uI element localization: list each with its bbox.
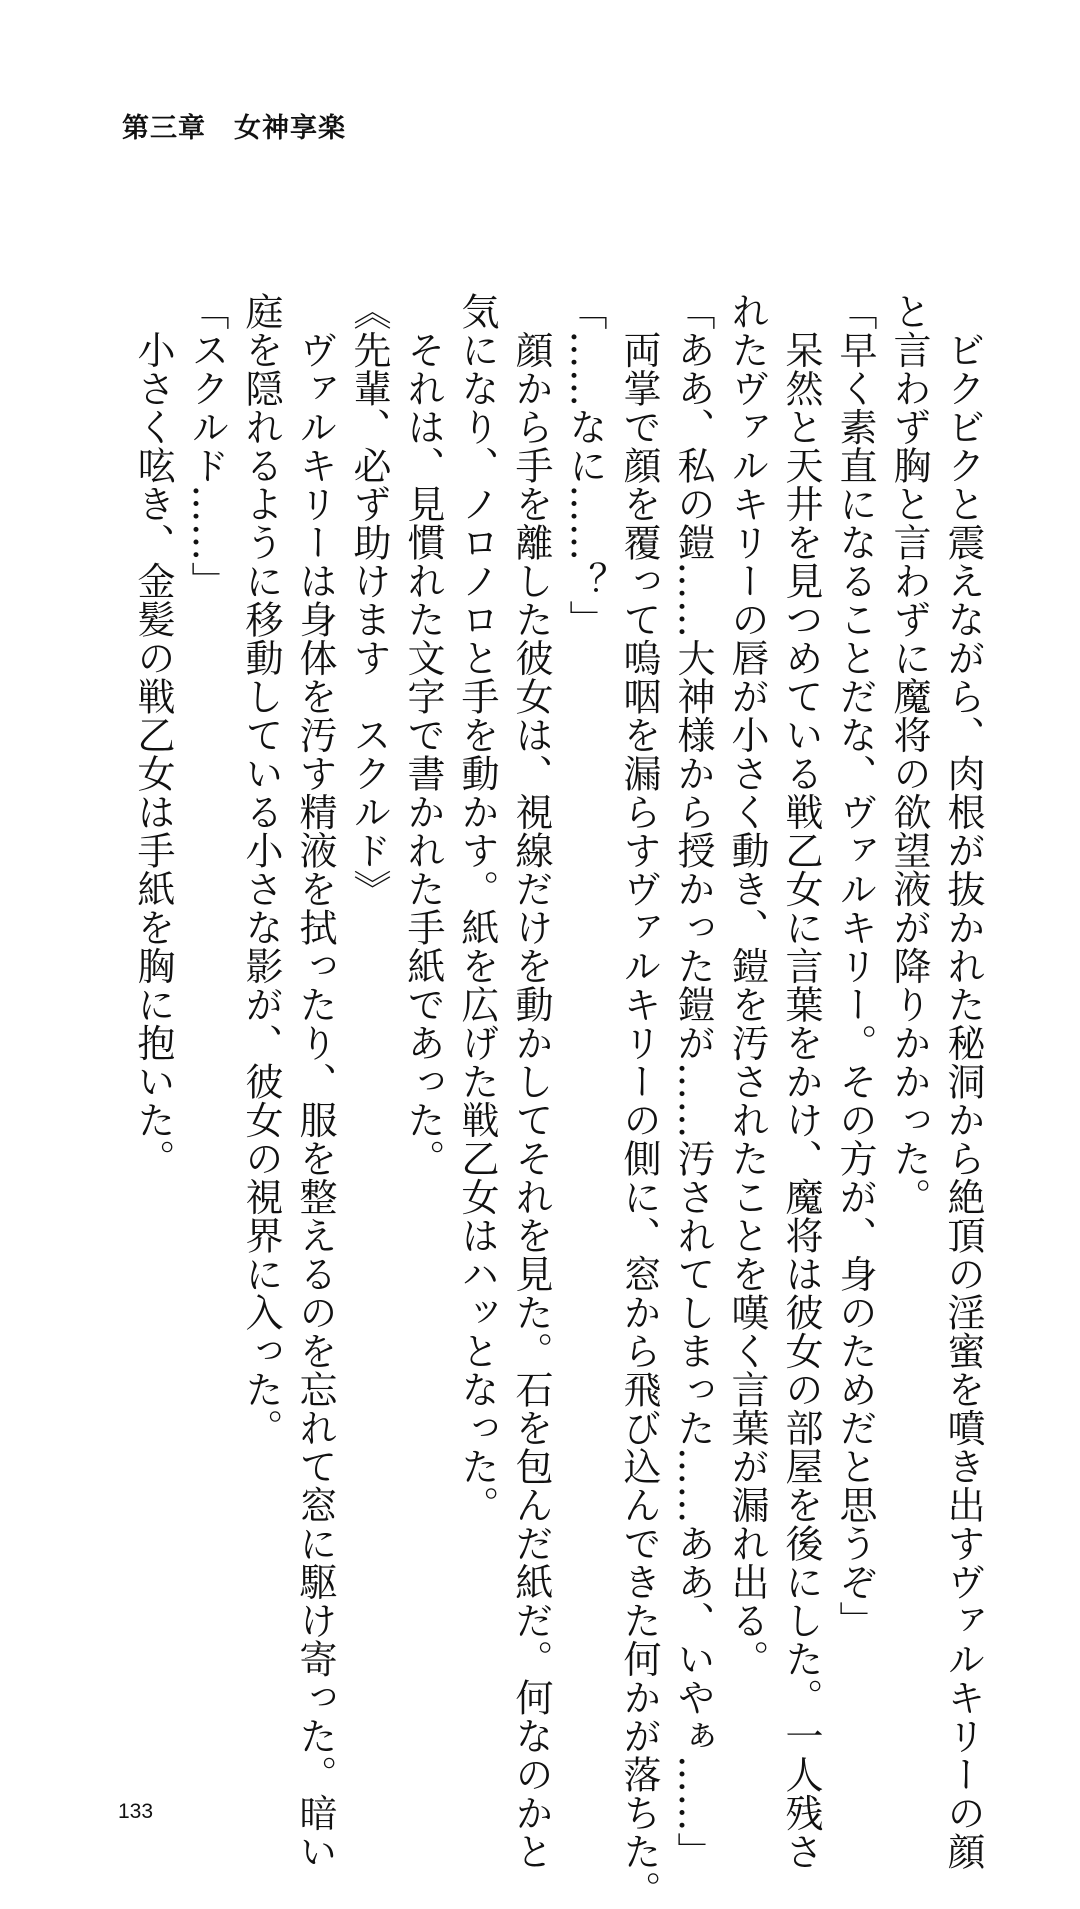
page-number: 133 — [118, 1800, 154, 1823]
text-line: ヴァルキリーは身体を汚す精液を拭ったり、服を整えるのを忘れて窓に駆け寄った。暗い — [293, 292, 337, 1871]
text-line: 呆然と天井を見つめている戦乙女に言葉をかけ、魔将は彼女の部屋を後にした。一人残さ — [779, 292, 823, 1871]
text-line: 《先輩、必ず助けます スクルド》 — [347, 292, 391, 908]
text-line: 「スクルド……」 — [185, 292, 229, 600]
text-line: 小さく呟き、金髪の戦乙女は手紙を胸に抱いた。 — [131, 292, 175, 1178]
text-line: 庭を隠れるように移動している小さな影が、彼女の視界に入った。 — [239, 292, 283, 1447]
text-line: 気になり、ノロノロと手を動かす。紙を広げた戦乙女はハッとなった。 — [455, 292, 499, 1524]
text-line: 「ああ、私の鎧……大神様から授かった鎧が……汚されてしまった……ああ、いやぁ……」 — [671, 292, 715, 1871]
running-head: 第三章 女神享楽 — [122, 113, 346, 144]
text-line: と言わず胸と言わずに魔将の欲望液が降りかかった。 — [887, 292, 931, 1216]
text-line: ビクビクと震えながら、肉根が抜かれた秘洞から絶頂の淫蜜を噴き出すヴァルキリーの顔 — [941, 292, 985, 1871]
text-line: それは、見慣れた文字で書かれた手紙であった。 — [401, 292, 445, 1178]
text-line: 「早く素直になることだな、ヴァルキリー。その方が、身のためだと思うぞ」 — [833, 292, 877, 1640]
text-line: 「……なに……？」 — [563, 292, 607, 639]
text-line: 両掌で顔を覆って嗚咽を漏らすヴァルキリーの側に、窓から飛び込んできた何かが落ちた。 — [617, 292, 661, 1909]
text-line: 顔から手を離した彼女は、視線だけを動かしてそれを見た。石を包んだ紙だ。何なのかと — [509, 292, 553, 1871]
text-line: れたヴァルキリーの唇が小さく動き、鎧を汚されたことを嘆く言葉が漏れ出る。 — [725, 292, 769, 1678]
